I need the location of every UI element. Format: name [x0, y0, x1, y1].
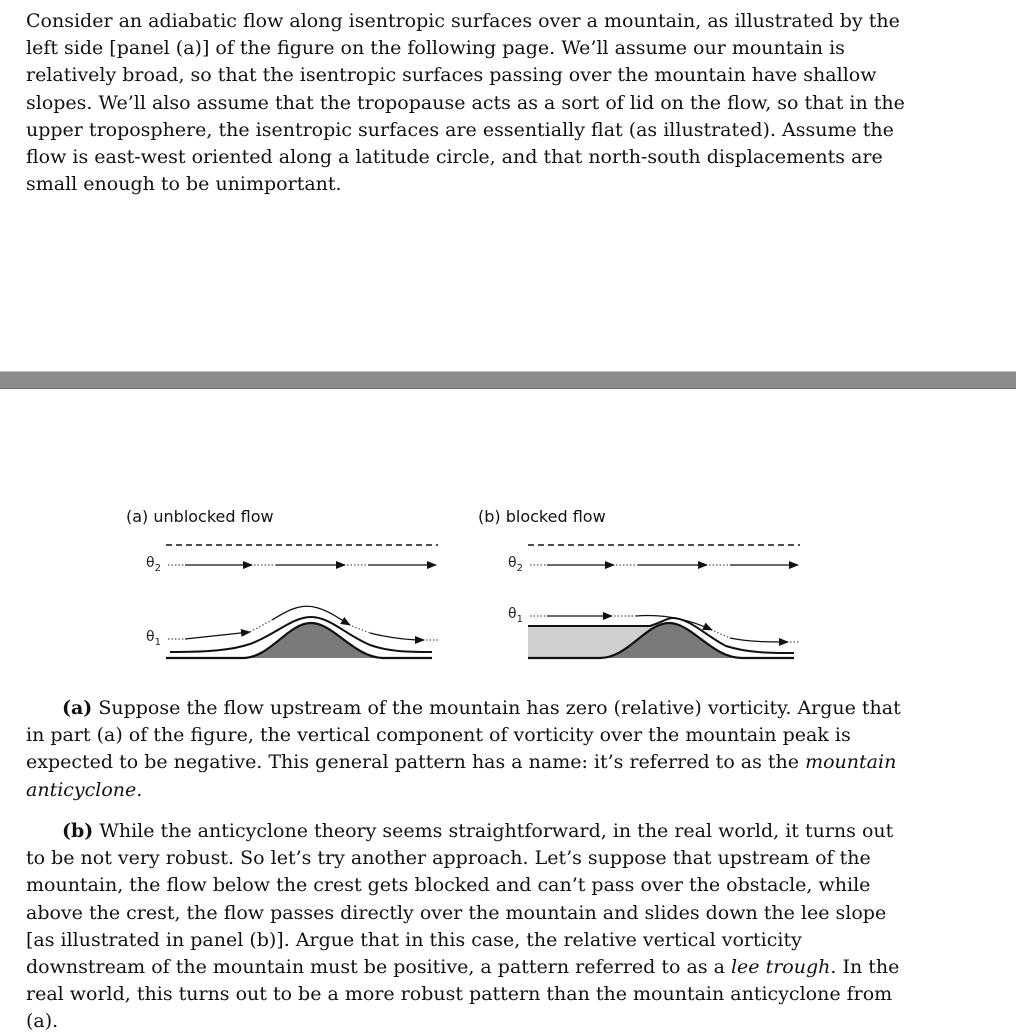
theta1-label-a: $\theta_1$: [146, 629, 161, 648]
part-a-term: mountain anticyclone.: [26, 751, 897, 801]
mountain-a: [166, 623, 432, 658]
intro-paragraph: Consider an adiabatic flow along isentropic surfaces over a mountain, as illustrated by the left side [panel (a)] of the figure on the following page. We’ll assume our mountain is relatively broad, so that the isentropic surfaces passing over the mountain have shallow slopes. We’ll also assume that the tropopause acts as a sort of lid on the flow, so that in the upper troposphere, the isentropic surfaces are essentially flat (as illustrated). Assume the flow is east-west oriented along a latitude circle, and that north-south displacements are small enough to be unimportant.: [26, 10, 905, 196]
flow-figure: [0, 490, 1016, 675]
part-b-paragraph: [26, 818, 906, 1036]
part-b-text-1: While the anticyclone theory seems straightforward, in the real world, it turns out to be not very robust. So let’s try another approach. Let’s suppose that upstream of the mountain, the flow below the crest gets blocked and can’t pass over the obstacle, while above the crest, the flow passes directly over the mountain and slides down the lee slope [as illustrated in panel (b)]. Argue that in this case, the relative vertical vorticity downstream of the mountain must be positive, a pattern referred to as a: [26, 820, 894, 979]
part-b-label: (b): [62, 820, 94, 842]
theta1-label-b: $\theta_1$: [508, 606, 523, 625]
theta2-label-b: $\theta_2$: [508, 555, 523, 574]
part-b-text-2: In the real world, this turns out to be a more robust pattern than the mountain anticyclone from (a).: [26, 956, 900, 1033]
part-b-term: lee trough.: [730, 956, 837, 979]
streamline-theta1-a: [185, 632, 250, 639]
theta2-label-a: $\theta_2$: [146, 555, 161, 574]
part-a-label: (a): [62, 697, 93, 719]
panel-b-title: (b) blocked flow: [478, 507, 606, 526]
panel-a-title: (a) unblocked flow: [126, 507, 274, 526]
part-a-text: Suppose the flow upstream of the mountain has zero (relative) vorticity. Argue that in part (a) of the figure, the vertical component of vorticity over the mountain peak is expected to be negative. This general pattern has a name: it’s referred to as the: [26, 697, 901, 774]
page-divider: [0, 371, 1016, 389]
part-a-paragraph: [26, 695, 906, 804]
